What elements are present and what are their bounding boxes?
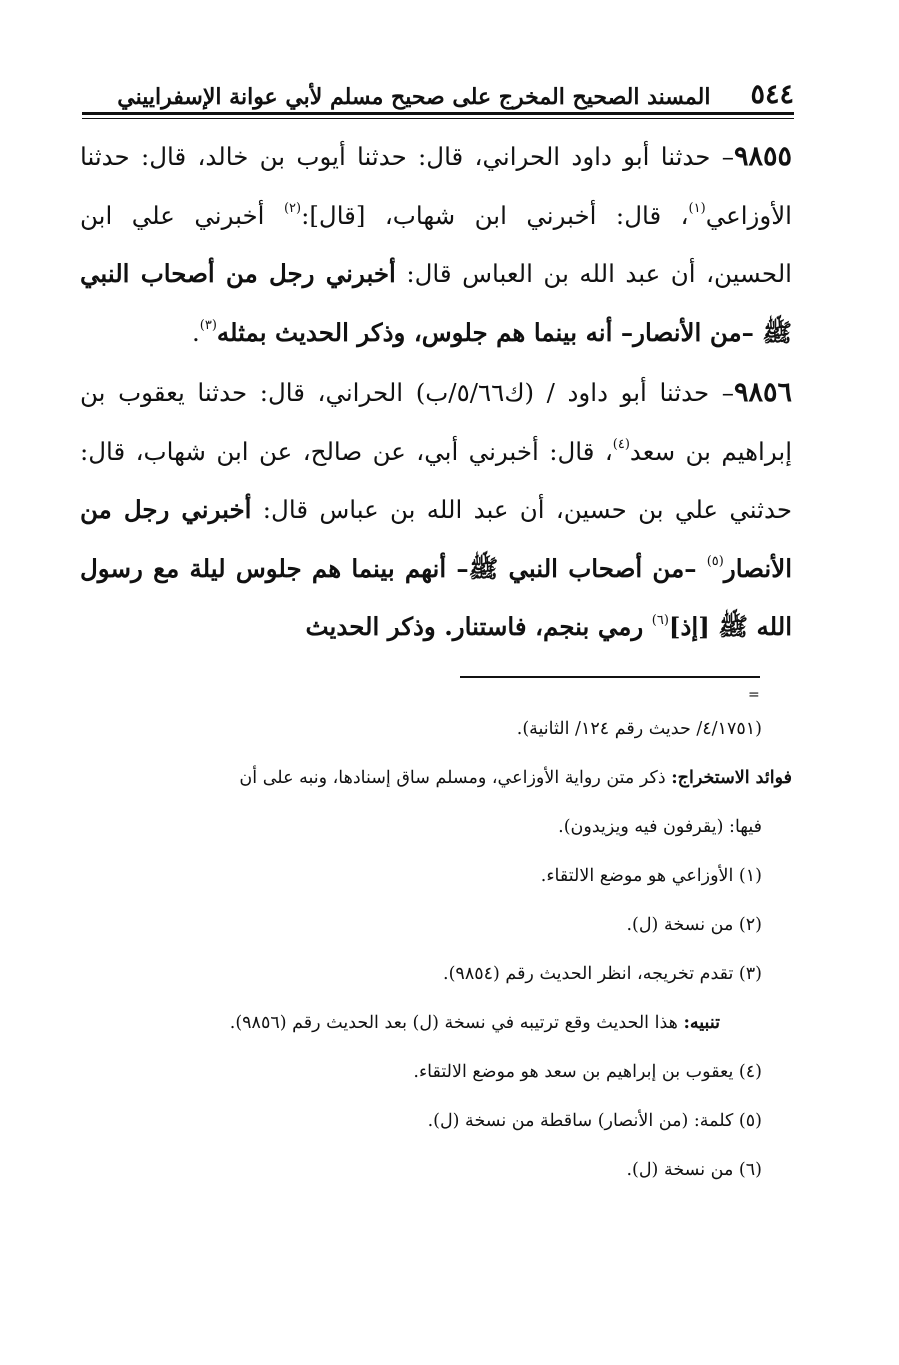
footnote-carryover: (٤/١٧٥١/ حديث رقم ١٢٤/ الثانية). (516, 719, 762, 739)
footnote-ref: (٢) (283, 201, 302, 217)
footnote-5: (٥) كلمة: (من الأنصار) ساقطة من نسخة (ل). (427, 1111, 762, 1131)
hadith-text: – حدثنا أبو داود / (ك٥/٦٦/ب) الحراني، قال: حدثنا يعقوب بن إبراهيم بن سعد (80, 378, 792, 466)
footnote-2: (٢) من نسخة (ل). (626, 915, 762, 935)
header-rule-thin (82, 118, 794, 119)
running-title: المسند الصحيح المخرج على صحيح مسلم لأبي عوانة الإسفراييني (117, 84, 711, 110)
hadith-matn: رمي بنجم، فاستنار. وذكر الحديث (305, 612, 652, 641)
footnote-separator (460, 676, 760, 678)
fawaid-continuation: فيها: (يقرفون فيه ويزيدون). (558, 817, 762, 837)
running-header (82, 72, 794, 108)
tanbih-label: تنبيه: (683, 1013, 720, 1033)
tanbih-text: هذا الحديث وقع ترتيبه في نسخة (ل) بعد الحديث رقم (٩٨٥٦). (229, 1013, 684, 1033)
main-text (80, 128, 792, 657)
header-rule-thick (82, 112, 794, 115)
footnote-4: (٤) يعقوب بن إبراهيم بن سعد هو موضع الالتقاء. (413, 1062, 762, 1082)
footnote-ref: (١) (688, 201, 706, 217)
footnote-6: (٦) من نسخة (ل). (626, 1160, 762, 1180)
page-number: ٥٤٤ (750, 79, 794, 110)
hadith-matn: –من أصحاب النبي ﷺ– أنهم بينما هم جلوس ليلة مع رسول الله ﷺ [إذ] (80, 553, 792, 641)
hadith-text: ، قال: أخبرني ابن شهاب، [قال]: (301, 200, 689, 230)
footnotes (80, 705, 792, 1195)
footnote-1: (١) الأوزاعي هو موضع الالتقاء. (540, 866, 762, 886)
hadith-text: . (191, 317, 200, 347)
hadith-number: ٩٨٥٥ (733, 141, 792, 172)
continuation-mark: = (748, 687, 760, 703)
footnote-ref: (٣) (199, 318, 217, 334)
fawaid-note (80, 754, 792, 803)
fawaid-label: فوائد الاستخراج: (671, 768, 792, 788)
hadith-text: ، قال: أخبرني أبي، عن صالح، عن ابن شهاب، قال: حدثني علي بن حسين، أن عبد الله بن عباس قال: (80, 436, 792, 524)
footnote-ref: (٥) (706, 554, 724, 570)
hadith-9855 (80, 128, 792, 362)
footnote-ref: (٤) (612, 437, 630, 453)
hadith-matn: أخبرني رجل من أصحاب النبي ﷺ –من الأنصار– أنه بينما هم جلوس، وذكر الحديث بمثله (80, 259, 792, 347)
footnote-ref: (٦) (651, 612, 669, 628)
hadith-9856 (80, 364, 792, 657)
hadith-text: أخبرني علي ابن الحسين، أن عبد الله بن العباس قال: (80, 200, 792, 288)
hadith-matn: أخبرني رجل من الأنصار (80, 495, 792, 583)
fawaid-text: ذكر متن رواية الأوزاعي، ومسلم ساق إسنادها، ونبه على أن (239, 768, 672, 788)
footnote-3: (٣) تقدم تخريجه، انظر الحديث رقم (٩٨٥٤). (443, 964, 762, 984)
hadith-number: ٩٨٥٦ (734, 377, 793, 408)
tanbih-note (80, 999, 792, 1048)
hadith-text: – حدثنا أبو داود الحراني، قال: حدثنا أيوب بن خالد، قال: حدثنا الأوزاعي (80, 142, 792, 230)
